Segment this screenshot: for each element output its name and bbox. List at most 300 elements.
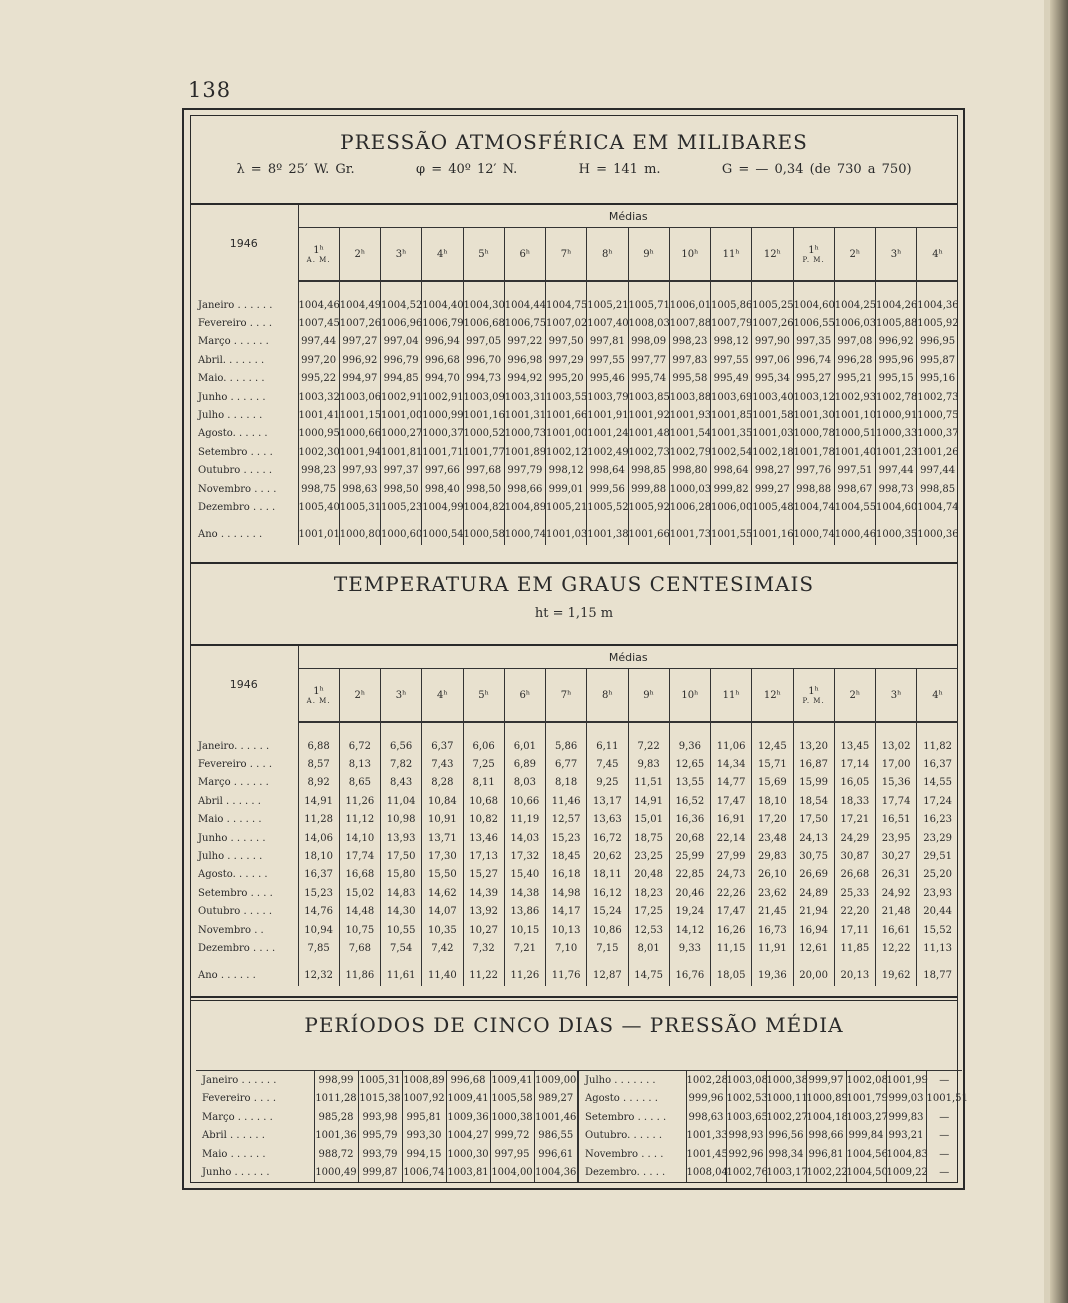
table-cell: 1004,30	[463, 296, 504, 314]
table-cell: 995,21	[834, 370, 875, 388]
table-cell: 11,12	[339, 811, 380, 829]
table-cell: 29,51	[917, 847, 958, 865]
table-cell: 997,81	[587, 333, 628, 351]
period-cell: 1004,18	[806, 1108, 846, 1127]
hour-label: 4ʰ	[437, 689, 448, 701]
table-cell: 1004,99	[422, 498, 463, 516]
table-cell: 1001,31	[504, 406, 545, 424]
table-cell: 17,25	[628, 903, 669, 921]
period-cell: 998,99	[314, 1071, 358, 1090]
table-cell: 6,06	[463, 737, 504, 755]
table-cell: 14,55	[917, 774, 958, 792]
table-cell: 1001,15	[339, 406, 380, 424]
table-cell: 12,45	[752, 737, 793, 755]
table-cell: 1004,82	[463, 498, 504, 516]
period-cell: 1008,89	[402, 1071, 446, 1090]
table-cell: 14,17	[546, 903, 587, 921]
table-cell: 997,93	[339, 462, 380, 480]
hour-label: 1ʰ	[313, 244, 324, 256]
table-cell: 995,16	[917, 370, 958, 388]
temperature-table	[190, 646, 958, 986]
table-cell: 1006,55	[793, 314, 834, 332]
table-cell: 7,22	[628, 737, 669, 755]
table-cell: 16,36	[669, 811, 710, 829]
table-row	[190, 314, 958, 332]
period-cell: 992,96	[726, 1145, 766, 1164]
table-cell: 6,56	[381, 737, 422, 755]
table-cell: 11,46	[546, 792, 587, 810]
temperature-hour-header	[917, 669, 958, 723]
annual-cell: 20,13	[834, 966, 875, 986]
table-cell: 1003,55	[546, 388, 587, 406]
hour-label: 4ʰ	[932, 689, 943, 701]
table-cell: 11,51	[628, 774, 669, 792]
table-cell: 997,68	[463, 462, 504, 480]
table-cell: 1005,88	[876, 314, 917, 332]
period-cell: 1011,28	[314, 1090, 358, 1109]
table-cell: 996,28	[834, 351, 875, 369]
table-cell: 1005,71	[628, 296, 669, 314]
annual-cell: 1001,55	[711, 525, 752, 545]
table-cell: 997,66	[422, 462, 463, 480]
temperature-hour-header	[628, 669, 669, 723]
table-cell: 1005,52	[587, 498, 628, 516]
pressure-hour-header	[793, 228, 834, 282]
table-cell: 26,68	[834, 866, 875, 884]
table-cell: 997,44	[876, 462, 917, 480]
table-cell: 997,20	[298, 351, 339, 369]
period-cell: 998,34	[766, 1145, 806, 1164]
period-row	[196, 1164, 962, 1183]
table-cell: 17,11	[834, 921, 875, 939]
period-cell: 1001,45	[686, 1145, 726, 1164]
period-month-label: Agosto . . . . . .	[578, 1090, 686, 1109]
temperature-hour-header	[298, 669, 339, 723]
table-cell: 997,27	[339, 333, 380, 351]
pressure-hour-header	[298, 228, 339, 282]
month-label: Maio . . . . . .	[198, 814, 262, 826]
table-cell: 1001,00	[381, 406, 422, 424]
period-marker: A. M.	[306, 696, 331, 705]
table-cell: 1006,00	[711, 498, 752, 516]
table-cell: 14,83	[381, 884, 422, 902]
pressure-hour-header	[546, 228, 587, 282]
table-row	[190, 903, 958, 921]
period-cell: —	[926, 1145, 962, 1164]
table-row	[190, 333, 958, 351]
table-cell: 15,52	[917, 921, 958, 939]
table-cell: 17,47	[711, 792, 752, 810]
pressure-hour-header	[339, 228, 380, 282]
period-cell: 998,93	[726, 1127, 766, 1146]
table-cell: 999,88	[628, 480, 669, 498]
hour-label: 3ʰ	[395, 248, 407, 260]
table-cell: 23,29	[917, 829, 958, 847]
period-cell: 1004,83	[886, 1145, 926, 1164]
temperature-hour-header	[546, 669, 587, 723]
hour-label: 7ʰ	[560, 689, 572, 701]
table-cell: 1002,73	[628, 443, 669, 461]
table-cell: 10,75	[339, 921, 380, 939]
period-cell: 1002,08	[846, 1071, 886, 1090]
table-cell: 1002,49	[587, 443, 628, 461]
table-cell: 1002,91	[422, 388, 463, 406]
hour-label: 2ʰ	[849, 689, 861, 701]
table-cell: 16,18	[546, 866, 587, 884]
table-cell: 7,10	[546, 939, 587, 957]
table-row	[190, 406, 958, 424]
table-cell: 1005,21	[546, 498, 587, 516]
table-cell: 997,83	[669, 351, 710, 369]
period-cell: 996,81	[806, 1145, 846, 1164]
table-cell: 997,90	[752, 333, 793, 351]
temperature-hour-header	[587, 669, 628, 723]
table-cell: 11,15	[711, 939, 752, 957]
pressure-hour-header	[422, 228, 463, 282]
table-cell: 16,94	[793, 921, 834, 939]
period-cell: 1001,46	[534, 1108, 578, 1127]
table-row	[190, 443, 958, 461]
table-cell: 995,22	[298, 370, 339, 388]
period-cell: 1003,65	[726, 1108, 766, 1127]
table-cell: 998,63	[339, 480, 380, 498]
period-cell: 1004,50	[846, 1164, 886, 1183]
period-month-label: Setembro . . . . .	[578, 1108, 686, 1127]
temperature-title: TEMPERATURA EM GRAUS CENTESIMAIS	[333, 572, 815, 596]
table-cell: 10,84	[422, 792, 463, 810]
table-cell: 995,96	[876, 351, 917, 369]
table-row	[190, 755, 958, 773]
table-cell: 22,14	[711, 829, 752, 847]
table-cell: 1003,79	[587, 388, 628, 406]
pressure-hour-header	[669, 228, 710, 282]
table-cell: 997,76	[793, 462, 834, 480]
table-cell: 995,34	[752, 370, 793, 388]
period-cell: 1009,36	[446, 1108, 490, 1127]
period-cell: 1005,58	[490, 1090, 534, 1109]
table-cell: 8,13	[339, 755, 380, 773]
annual-cell: 14,75	[628, 966, 669, 986]
month-label: Abril . . . . . .	[198, 795, 261, 807]
table-cell: 1001,00	[546, 425, 587, 443]
table-cell: 997,44	[298, 333, 339, 351]
table-cell: 996,98	[504, 351, 545, 369]
table-cell: 995,27	[793, 370, 834, 388]
table-cell: 8,43	[381, 774, 422, 792]
hour-label: 6ʰ	[519, 689, 531, 701]
table-cell: 1004,52	[381, 296, 422, 314]
period-cell: 999,87	[358, 1164, 402, 1183]
table-cell: 999,01	[546, 480, 587, 498]
table-cell: 7,25	[463, 755, 504, 773]
table-cell: 1000,73	[504, 425, 545, 443]
pressure-hour-header	[834, 228, 875, 282]
table-cell: 997,79	[504, 462, 545, 480]
table-cell: 17,21	[834, 811, 875, 829]
temperature-hour-header	[504, 669, 545, 723]
period-cell: 993,98	[358, 1108, 402, 1127]
table-cell: 29,83	[752, 847, 793, 865]
table-cell: 998,73	[876, 480, 917, 498]
annual-cell: 1000,58	[463, 525, 504, 545]
period-cell: —	[926, 1127, 962, 1146]
period-row	[196, 1127, 962, 1146]
table-cell: 17,13	[463, 847, 504, 865]
table-cell: 13,55	[669, 774, 710, 792]
table-cell: 997,06	[752, 351, 793, 369]
table-cell: 1001,58	[752, 406, 793, 424]
table-cell: 998,50	[463, 480, 504, 498]
annual-cell: 11,61	[381, 966, 422, 986]
period-cell: 999,72	[490, 1127, 534, 1146]
table-cell: 998,64	[711, 462, 752, 480]
table-cell: 14,48	[339, 903, 380, 921]
table-cell: 1007,45	[298, 314, 339, 332]
table-cell: 12,53	[628, 921, 669, 939]
table-cell: 1001,03	[752, 425, 793, 443]
table-cell: 13,93	[381, 829, 422, 847]
table-cell: 994,70	[422, 370, 463, 388]
table-cell: 23,48	[752, 829, 793, 847]
hour-label: 1ʰ	[313, 685, 324, 697]
table-cell: 9,83	[628, 755, 669, 773]
month-label: Dezembro . . . .	[198, 942, 276, 954]
table-cell: 17,74	[876, 792, 917, 810]
table-cell: 15,27	[463, 866, 504, 884]
table-row	[190, 480, 958, 498]
table-cell: 10,15	[504, 921, 545, 939]
table-cell: 14,34	[711, 755, 752, 773]
table-cell: 16,73	[752, 921, 793, 939]
table-cell: 11,91	[752, 939, 793, 957]
annual-cell: 12,87	[587, 966, 628, 986]
period-cell: —	[926, 1071, 962, 1090]
month-label: Fevereiro . . . .	[198, 318, 273, 330]
table-cell: 8,11	[463, 774, 504, 792]
period-cell: 1001,36	[314, 1127, 358, 1146]
table-cell: 1007,26	[339, 314, 380, 332]
table-cell: 1006,75	[504, 314, 545, 332]
temperature-hour-header	[463, 669, 504, 723]
table-cell: 14,10	[339, 829, 380, 847]
temperature-hour-header	[669, 669, 710, 723]
table-cell: 998,75	[298, 480, 339, 498]
period-cell: 1002,28	[686, 1071, 726, 1090]
table-cell: 997,37	[381, 462, 422, 480]
table-cell: 998,09	[628, 333, 669, 351]
table-cell: 23,95	[876, 829, 917, 847]
table-cell: 7,68	[339, 939, 380, 957]
table-cell: 1002,73	[917, 388, 958, 406]
table-cell: 996,79	[381, 351, 422, 369]
table-cell: 19,24	[669, 903, 710, 921]
annual-cell: 18,05	[711, 966, 752, 986]
table-cell: 14,03	[504, 829, 545, 847]
table-cell: 7,82	[381, 755, 422, 773]
temperature-hour-header	[793, 669, 834, 723]
table-cell: 995,58	[669, 370, 710, 388]
table-cell: 10,94	[298, 921, 339, 939]
table-cell: 1005,31	[339, 498, 380, 516]
period-cell: 1005,31	[358, 1071, 402, 1090]
table-row	[190, 884, 958, 902]
table-cell: 999,27	[752, 480, 793, 498]
annual-label: Ano . . . . . . .	[198, 529, 263, 541]
pressure-hour-header	[711, 228, 752, 282]
table-cell: 10,35	[422, 921, 463, 939]
hour-label: 9ʰ	[643, 248, 654, 260]
annual-cell: 18,77	[917, 966, 958, 986]
table-cell: 1001,26	[917, 443, 958, 461]
temperature-bottom-rule	[190, 1000, 958, 1001]
hour-label: 11ʰ	[722, 689, 740, 701]
table-cell: 13,46	[463, 829, 504, 847]
table-cell: 1002,79	[669, 443, 710, 461]
table-cell: 14,77	[711, 774, 752, 792]
table-cell: 26,69	[793, 866, 834, 884]
pressure-hour-header	[917, 228, 958, 282]
table-cell: 997,35	[793, 333, 834, 351]
table-cell: 22,20	[834, 903, 875, 921]
month-label: Janeiro. . . . . .	[198, 740, 270, 752]
hour-label: 1ʰ	[808, 685, 819, 697]
table-cell: 1004,49	[339, 296, 380, 314]
period-cell: 1004,56	[846, 1145, 886, 1164]
annual-cell: 11,40	[422, 966, 463, 986]
table-cell: 1001,85	[711, 406, 752, 424]
hour-label: 5ʰ	[478, 689, 489, 701]
annual-cell: 1000,35	[876, 525, 917, 545]
table-cell: 16,61	[876, 921, 917, 939]
table-cell: 1004,36	[917, 296, 958, 314]
period-cell: 1000,89	[806, 1090, 846, 1109]
period-month-label: Julho . . . . . . .	[578, 1071, 686, 1090]
table-cell: 17,00	[876, 755, 917, 773]
hour-label: 2ʰ	[354, 248, 366, 260]
table-cell: 24,73	[711, 866, 752, 884]
pressure-medias-header: Médias	[298, 205, 958, 228]
period-cell: 1000,30	[446, 1145, 490, 1164]
table-cell: 1005,92	[917, 314, 958, 332]
table-cell: 6,88	[298, 737, 339, 755]
table-cell: 1001,78	[793, 443, 834, 461]
table-cell: 1007,79	[711, 314, 752, 332]
pressure-hour-header	[463, 228, 504, 282]
table-cell: 6,72	[339, 737, 380, 755]
month-label: Março . . . . . .	[198, 336, 269, 348]
period-cell: 985,28	[314, 1108, 358, 1127]
temperature-hour-header	[339, 669, 380, 723]
temperature-hour-header	[711, 669, 752, 723]
table-cell: 18,45	[546, 847, 587, 865]
table-cell: 13,45	[834, 737, 875, 755]
table-cell: 18,33	[834, 792, 875, 810]
month-label: Junho . . . . . .	[198, 391, 266, 403]
period-cell: 1002,76	[726, 1164, 766, 1183]
table-cell: 7,54	[381, 939, 422, 957]
annual-cell: 1000,80	[339, 525, 380, 545]
table-cell: 1006,79	[422, 314, 463, 332]
table-cell: 10,86	[587, 921, 628, 939]
period-cell: 999,97	[806, 1071, 846, 1090]
table-cell: 997,04	[381, 333, 422, 351]
temperature-subtitle: ht = 1,15 m	[534, 606, 614, 621]
table-cell: 14,07	[422, 903, 463, 921]
table-cell: 8,18	[546, 774, 587, 792]
table-cell: 994,97	[339, 370, 380, 388]
annual-cell: 1000,36	[917, 525, 958, 545]
table-row	[190, 921, 958, 939]
period-cell: 993,79	[358, 1145, 402, 1164]
period-month-label: Maio . . . . . .	[202, 1148, 266, 1160]
table-cell: 1001,48	[628, 425, 669, 443]
table-cell: 995,49	[711, 370, 752, 388]
hour-label: 10ʰ	[681, 248, 699, 260]
table-cell: 1004,40	[422, 296, 463, 314]
table-cell: 8,92	[298, 774, 339, 792]
month-label: Março . . . . . .	[198, 777, 269, 789]
table-cell: 16,87	[793, 755, 834, 773]
pressure-year-header: 1946	[229, 236, 258, 250]
table-cell: 1001,24	[587, 425, 628, 443]
table-cell: 1003,09	[463, 388, 504, 406]
period-cell: 997,95	[490, 1145, 534, 1164]
table-cell: 996,68	[422, 351, 463, 369]
hour-label: 1ʰ	[808, 244, 819, 256]
period-month-label: Fevereiro . . . .	[202, 1093, 277, 1105]
period-month-label: Dezembro. . . . .	[578, 1164, 686, 1183]
hour-label: 2ʰ	[354, 689, 366, 701]
period-cell: 1009,41	[490, 1071, 534, 1090]
temperature-hour-header	[834, 669, 875, 723]
table-cell: 18,75	[628, 829, 669, 847]
table-cell: 1007,40	[587, 314, 628, 332]
table-cell: 26,10	[752, 866, 793, 884]
table-cell: 1001,41	[298, 406, 339, 424]
table-cell: 17,50	[381, 847, 422, 865]
period-cell: 1000,49	[314, 1164, 358, 1183]
table-cell: 997,51	[834, 462, 875, 480]
table-cell: 10,13	[546, 921, 587, 939]
table-cell: 1001,10	[834, 406, 875, 424]
table-cell: 7,32	[463, 939, 504, 957]
period-month-label: Abril . . . . . .	[202, 1130, 265, 1142]
table-cell: 1004,25	[834, 296, 875, 314]
table-cell: 998,23	[298, 462, 339, 480]
table-cell: 997,29	[546, 351, 587, 369]
table-cell: 1004,89	[504, 498, 545, 516]
table-cell: 25,33	[834, 884, 875, 902]
month-label: Outubro . . . . .	[198, 906, 273, 918]
table-cell: 16,52	[669, 792, 710, 810]
period-cell: 999,84	[846, 1127, 886, 1146]
table-cell: 21,45	[752, 903, 793, 921]
table-cell: 30,27	[876, 847, 917, 865]
table-cell: 15,40	[504, 866, 545, 884]
annual-cell: 16,76	[669, 966, 710, 986]
month-label: Abril. . . . . . .	[198, 354, 265, 366]
table-cell: 10,55	[381, 921, 422, 939]
table-cell: 1000,27	[381, 425, 422, 443]
period-cell: 993,30	[402, 1127, 446, 1146]
table-cell: 1000,95	[298, 425, 339, 443]
table-cell: 1006,96	[381, 314, 422, 332]
table-cell: 30,75	[793, 847, 834, 865]
annual-cell: 11,26	[504, 966, 545, 986]
period-cell: 1000,38	[766, 1071, 806, 1090]
page-number: 138	[188, 78, 232, 102]
table-cell: 1004,26	[876, 296, 917, 314]
